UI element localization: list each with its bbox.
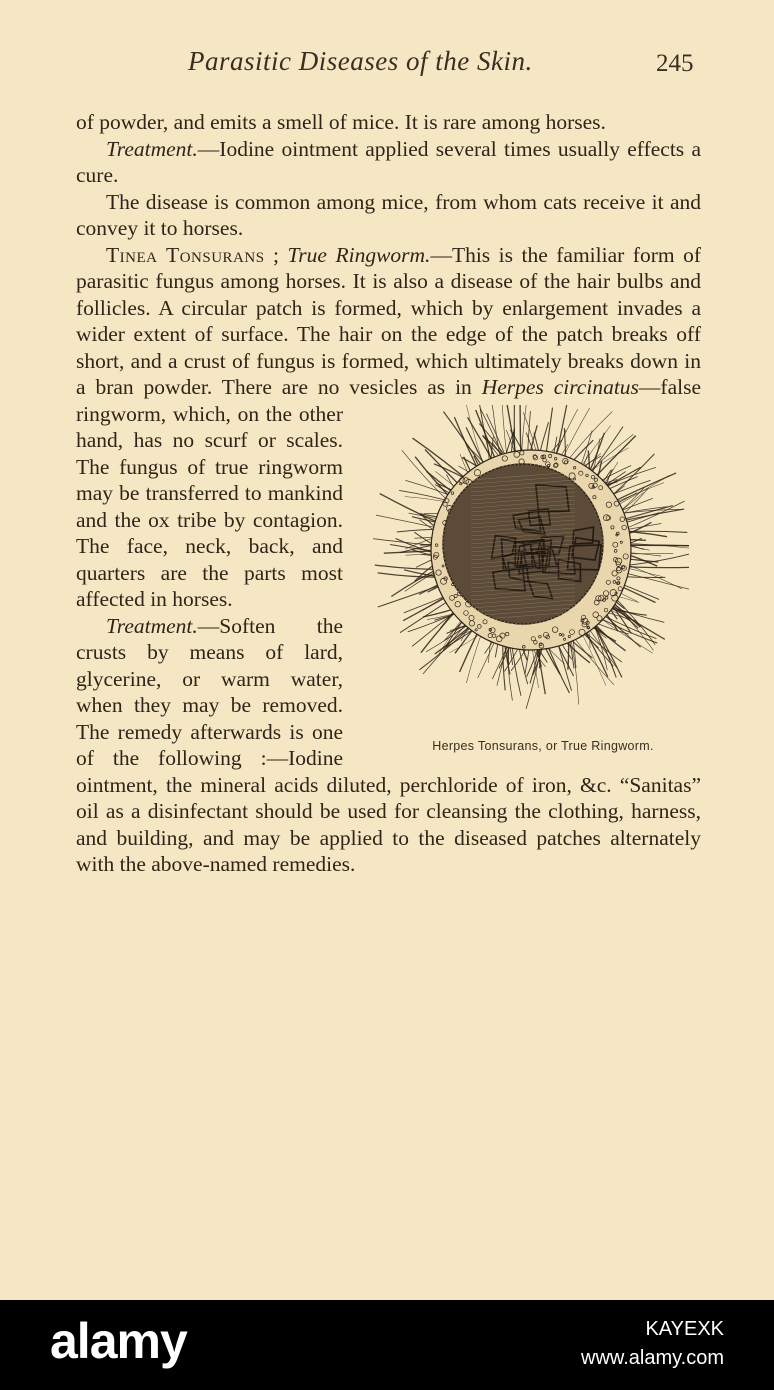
herpes-circinatus-term: Herpes circinatus — [481, 375, 639, 399]
tinea-tonsurans-heading: Tinea Tonsurans — [106, 242, 265, 267]
treatment-heading: Treatment. — [106, 136, 198, 161]
treatment-heading-2: Treatment. — [106, 613, 198, 638]
stock-watermark-bar — [0, 1300, 774, 1390]
alamy-logo: alamy — [50, 1313, 187, 1369]
paragraph-3: The disease is common among mice, from whom cats receive it and convey it to horses. — [76, 189, 701, 240]
paragraph-4: Tinea Tonsurans ; True Ringworm.—This is the familiar form of parasitic fungus among horses. It is also a disease of the hair bulbs and follicles. A circular patch is formed, which by enlargement invades a wider extent of surface. The hair on the edge of the patch breaks off short, and a crust of fungus is formed, which ultimately breaks down in a bran powder. There are no vesicles as in Herpes Tonsurans, or True Ringworm. Herpes circinatus—false ringworm, which, on the other hand, has no scurf or scales. The fungus of true ringworm may be transferred to mankind and the ox tribe by contagion. The face, neck, back, and quarters are the parts most affected in horses. — [76, 242, 701, 613]
running-header-title: Parasitic Diseases of the Skin. — [188, 46, 533, 76]
page-number: 245 — [656, 50, 694, 77]
site-url: www.alamy.com — [581, 1347, 724, 1369]
paragraph-2: Treatment.—Iodine ointment applied several times usually effects a cure. — [76, 136, 701, 187]
paragraph-5: Treatment.—Soften the crusts by means of lard, glycerine, or warm water, when they may be removed. The remedy afterwards is one of the following :—Iodine ointment, the mineral acids diluted, perchloride of iron, &c. “Sanitas” oil as a disinfectant should be used for cleansing the clothing, harness, and building, and may be applied to the diseased patches alternately with the above-named remedies. — [76, 613, 701, 876]
body-text — [76, 109, 701, 878]
image-id: KAYEXK — [645, 1318, 724, 1340]
figure-caption: Herpes Tonsurans, or True Ringworm. — [432, 738, 654, 753]
true-ringworm-heading: True Ringworm. — [287, 242, 431, 267]
ringworm-illustration — [369, 405, 689, 725]
paragraph-1: of powder, and emits a smell of mice. It is rare among horses. — [76, 110, 606, 134]
ringworm-figure — [355, 405, 701, 762]
